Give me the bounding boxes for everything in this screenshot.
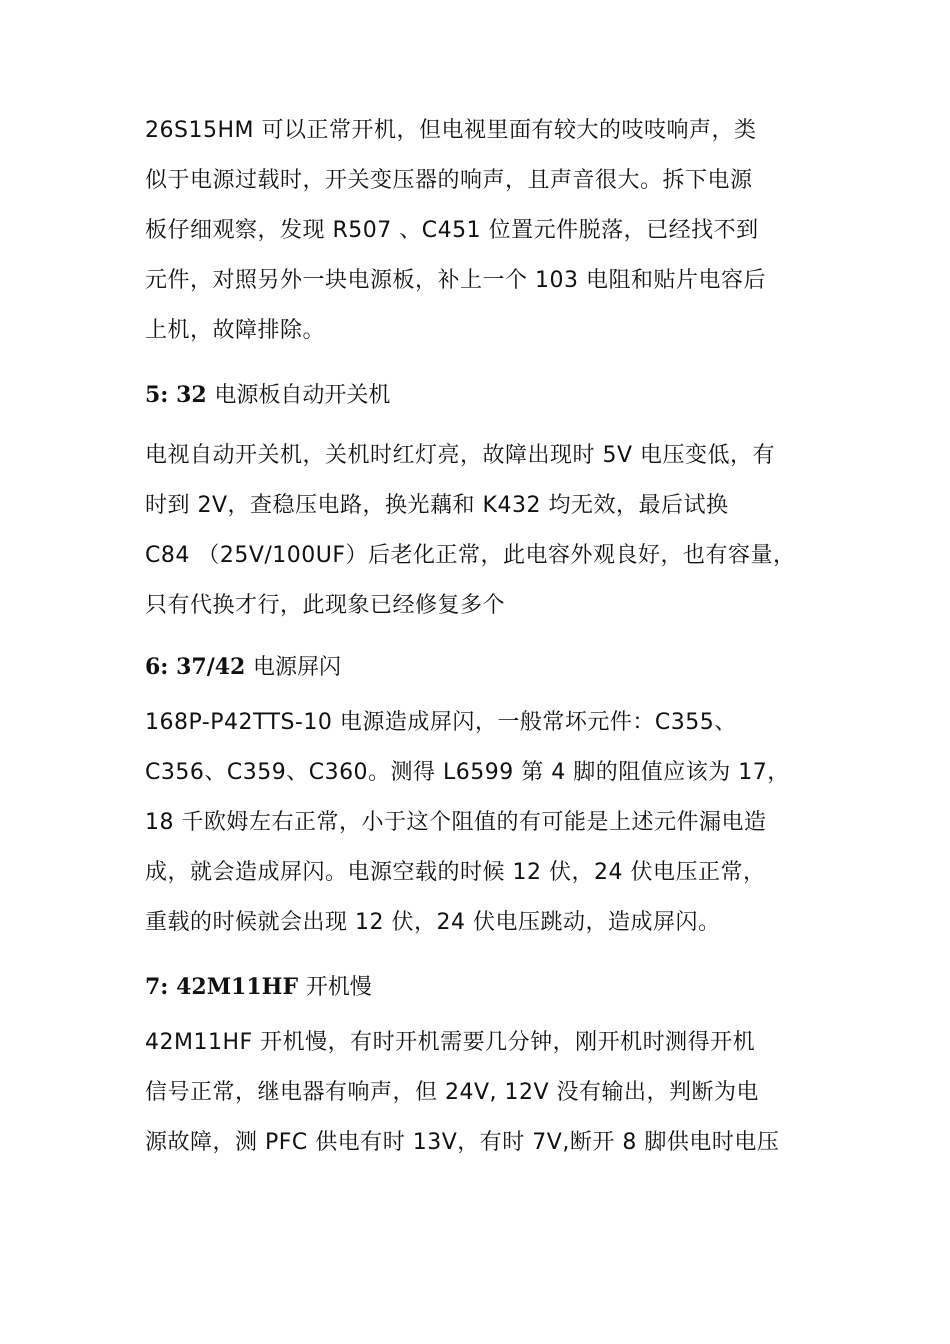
body-line: 电视自动开关机，关机时红灯亮，故障出现时 5V 电压变低，有 xyxy=(145,443,776,468)
section6-title: 电源屏闪 xyxy=(253,655,342,680)
section7-number: 7: 42M11HF xyxy=(145,974,306,1000)
body-line: 时到 2V，查稳压电路，换光藕和 K432 均无效，最后试换 xyxy=(145,493,729,518)
section7-heading xyxy=(145,972,372,1003)
body-line: C356、C359、C360。测得 L6599 第 4 脚的阻值应该为 17， xyxy=(145,760,790,785)
body-line: 源故障，测 PFC 供电有时 13V，有时 7V,断开 8 脚供电时电压 xyxy=(145,1130,780,1155)
section6-heading xyxy=(145,652,341,683)
body-line: 板仔细观察，发现 R507 、C451 位置元件脱落，已经找不到 xyxy=(145,218,759,243)
body-line: C84 （25V/100UF）后老化正常，此电容外观良好，也有容量， xyxy=(145,543,796,568)
body-line: 上机，故障排除。 xyxy=(145,318,326,343)
body-line: 重载的时候就会出现 12 伏，24 伏电压跳动，造成屏闪。 xyxy=(145,910,721,935)
section5-number: 5: 32 xyxy=(145,382,215,408)
section7-body xyxy=(145,1018,815,1168)
section5-title: 电源板自动开关机 xyxy=(214,383,391,408)
body-line: 42M11HF 开机慢，有时开机需要几分钟，刚开机时测得开机 xyxy=(145,1030,756,1055)
section6-number: 6: 37/42 xyxy=(145,654,254,680)
body-line: 168P-P42TTS-10 电源造成屏闪，一般常坏元件：C355、 xyxy=(145,710,737,735)
section4-body xyxy=(145,106,815,356)
section5-heading xyxy=(145,380,390,411)
body-line: 元件，对照另外一块电源板，补上一个 103 电阻和贴片电容后 xyxy=(145,268,766,293)
section7-title: 开机慢 xyxy=(305,975,372,1000)
body-line: 似于电源过载时，开关变压器的响声，且声音很大。拆下电源 xyxy=(145,168,753,193)
body-line: 信号正常，继电器有响声，但 24V, 12V 没有输出，判断为电 xyxy=(145,1080,760,1105)
body-line: 26S15HM 可以正常开机，但电视里面有较大的吱吱响声，类 xyxy=(145,118,757,143)
body-line: 只有代换才行，此现象已经修复多个 xyxy=(145,593,506,618)
section5-body xyxy=(145,431,815,631)
body-line: 18 千欧姆左右正常，小于这个阻值的有可能是上述元件漏电造 xyxy=(145,810,767,835)
body-line: 成，就会造成屏闪。电源空载的时候 12 伏，24 伏电压正常， xyxy=(145,860,766,885)
section6-body xyxy=(145,698,815,948)
